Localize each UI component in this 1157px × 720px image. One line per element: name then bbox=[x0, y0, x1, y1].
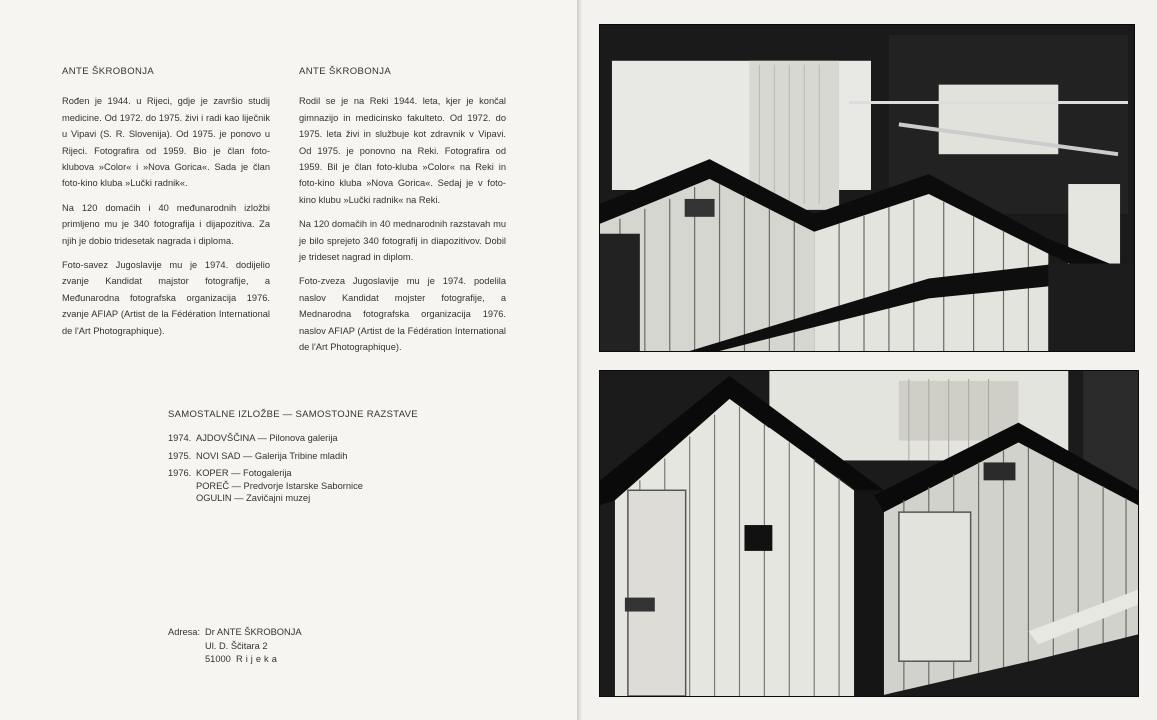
croatian-biography bbox=[62, 64, 270, 347]
photo-huts-top bbox=[599, 24, 1135, 352]
exhibition-row bbox=[168, 450, 468, 463]
slovenian-paragraph: Rodil se je na Reki 1944. leta, kjer je končal gimnazijo in medicinsko fakulteto. Od 1972. do 1975. leta živi in službuje kot zdravnik v Vipavi. Od 1975. je ponovno na Reki. Fotografira od 1959. Bil je član foto-kluba »Color« na Reki in foto-kino kluba »Nova Gorica«. Sedaj je v foto-kino klubu »Lučki radnik« na Reki. bbox=[299, 96, 506, 205]
slovenian-paragraph: Na 120 domačih in 40 mednarodnih razstavah mu je bilo sprejeto 340 fotografij in diapozitivov. Dobil je trideset nagrad in diplom. bbox=[299, 219, 506, 263]
slovenian-biography bbox=[299, 64, 506, 364]
address-block bbox=[168, 626, 302, 667]
exhibition-year: 1974. bbox=[168, 433, 192, 443]
slovenian-name-heading: ANTE ŠKROBONJA bbox=[299, 66, 392, 77]
exhibition-entry: POREČ — Predvorje Istarske Sabornice bbox=[196, 480, 363, 491]
address-label: Adresa: bbox=[168, 627, 201, 637]
croatian-paragraph: Na 120 domaćih i 40 međunarodnih izložbi primljeno mu je 340 fotografija i dijapozitiva. Za njih je dobio tridesetak nagrada i diploma. bbox=[62, 202, 270, 246]
postal-code: 51000 bbox=[205, 654, 231, 664]
photo-huts-bottom bbox=[599, 370, 1139, 697]
exhibition-entry: OGULIN — Zavičajni muzej bbox=[196, 493, 311, 503]
exhibitions-title: SAMOSTALNE IZLOŽBE — SAMOSTOJNE RAZSTAVE bbox=[168, 409, 418, 420]
exhibition-entry: KOPER — Fotogalerija bbox=[196, 468, 292, 478]
exhibition-year: 1976. bbox=[168, 468, 192, 478]
photo-huts-bottom-image bbox=[600, 371, 1138, 696]
address-street: Ul. D. Ščitara 2 bbox=[205, 640, 268, 651]
exhibition-entries bbox=[196, 432, 338, 445]
address-lines bbox=[205, 626, 302, 667]
exhibition-year: 1975. bbox=[168, 450, 192, 461]
exhibition-entry: AJDOVŠČINA — Pilonova galerija bbox=[196, 433, 338, 443]
croatian-paragraph: Rođen je 1944. u Rijeci, gdje je završio studij medicine. Od 1972. do 1975. živi i radi kao liječnik u Vipavi (S. R. Slovenija). Od 1975. je ponovo u Rijeci. Fotografira od 1959. Bio je član foto-klubova »Color« i »Nova Gorica«. Sada je član foto-kino kluba »Lučki radnik«. bbox=[62, 96, 270, 189]
address-name: Dr ANTE ŠKROBONJA bbox=[205, 627, 302, 637]
croatian-paragraph: Foto-savez Jugoslavije mu je 1974. dodijelio zvanje Kandidat majstor fotografije, a Međunarodna fotografska organizacija 1976. zvanje AFIAP (Artist de la Fédération International de l'Art Photographique). bbox=[62, 260, 270, 336]
exhibition-entry: NOVI SAD — Galerija Tribine mladih bbox=[196, 450, 348, 461]
exhibition-entries bbox=[196, 450, 347, 463]
photo-huts-top-image bbox=[600, 25, 1134, 351]
croatian-name-heading: ANTE ŠKROBONJA bbox=[62, 66, 155, 77]
exhibitions-list bbox=[168, 409, 468, 510]
exhibition-entries bbox=[196, 467, 363, 505]
address-city-line bbox=[205, 653, 302, 667]
exhibition-row bbox=[168, 432, 468, 445]
slovenian-paragraph: Foto-zveza Jugoslavije mu je 1974. podelila naslov Kandidat mojster fotografije, a Mednarodna fotografska organizacija 1976. naslov AFIAP (Artist de la Fédération International de l'Art Photographique). bbox=[299, 276, 506, 353]
exhibition-row bbox=[168, 467, 468, 505]
city-name: Rijeka bbox=[236, 654, 280, 664]
left-page bbox=[0, 0, 578, 720]
